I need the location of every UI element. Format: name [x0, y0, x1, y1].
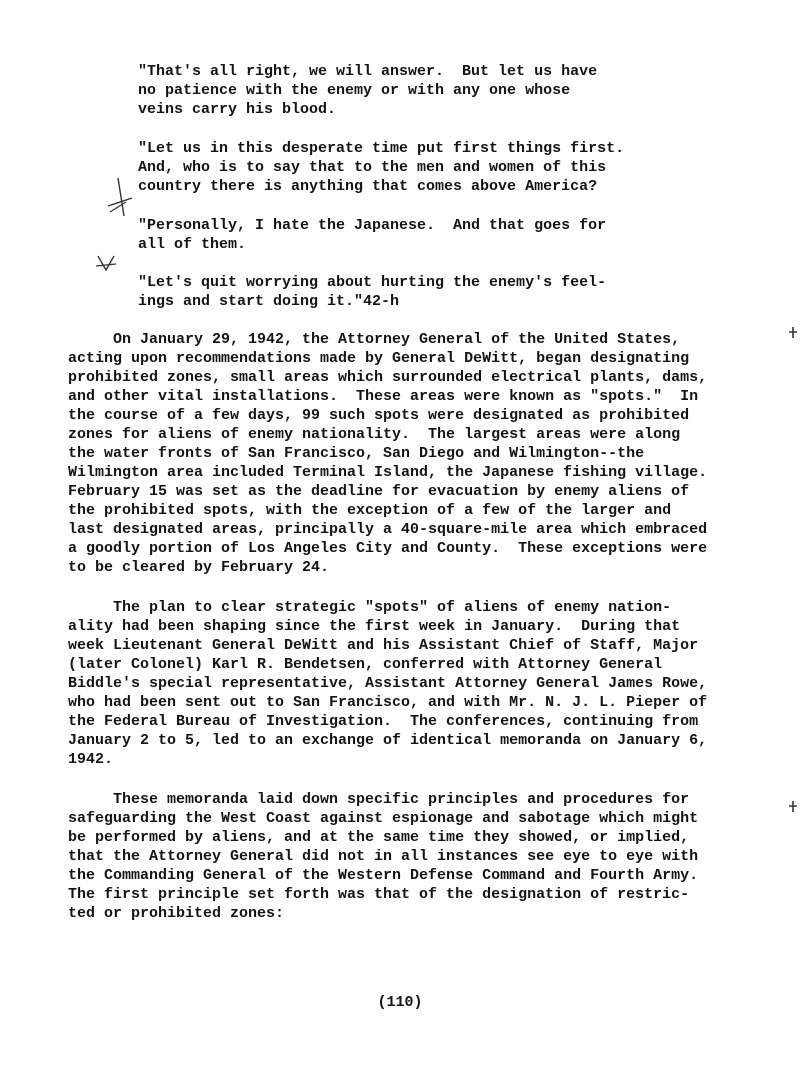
paragraph-line: the water fronts of San Francisco, San Diego and Wilmington--the: [68, 445, 645, 462]
paragraph-line: February 15 was set as the deadline for evacuation by enemy aliens of: [68, 483, 690, 500]
paragraph-line: On January 29, 1942, the Attorney General of the United States,: [68, 331, 681, 348]
paragraph-line: and other vital installations. These areas were known as "spots." In: [68, 388, 699, 405]
quote-line: And, who is to say that to the men and women of this: [138, 159, 607, 176]
paragraph-line: the prohibited spots, with the exception of a few of the larger and: [68, 502, 672, 519]
paragraph-line: ality had been shaping since the first week in January. During that: [68, 618, 681, 635]
paragraph-line: Biddle's special representative, Assistant Attorney General James Rowe,: [68, 675, 708, 692]
margin-arrow-mark-icon: [104, 176, 134, 220]
quote-line: "Personally, I hate the Japanese. And that goes for: [138, 217, 607, 234]
paragraph-line: These memoranda laid down specific principles and procedures for: [68, 791, 690, 808]
paragraph-line: zones for aliens of enemy nationality. The largest areas were along: [68, 426, 681, 443]
paragraph-line: that the Attorney General did not in all instances see eye to eye with: [68, 848, 699, 865]
quote-line: no patience with the enemy or with any one whose: [138, 82, 571, 99]
paragraph-line: the Commanding General of the Western Defense Command and Fourth Army.: [68, 867, 699, 884]
quote-line: ings and start doing it."42-h: [138, 293, 400, 310]
paragraph-line: prohibited zones, small areas which surrounded electrical plants, dams,: [68, 369, 708, 386]
quote-line: veins carry his blood.: [138, 101, 337, 118]
paragraph-line: The plan to clear strategic "spots" of aliens of enemy nation-: [68, 599, 672, 616]
quote-line: country there is anything that comes above America?: [138, 178, 598, 195]
paragraph-line: last designated areas, principally a 40-square-mile area which embraced: [68, 521, 708, 538]
paragraph-line: January 2 to 5, led to an exchange of identical memoranda on January 6,: [68, 732, 708, 749]
paragraph-line: a goodly portion of Los Angeles City and County. These exceptions were: [68, 540, 708, 557]
quote-line: "That's all right, we will answer. But let us have: [138, 63, 598, 80]
paragraph-line: (later Colonel) Karl R. Bendetsen, conferred with Attorney General: [68, 656, 663, 673]
paragraph-line: safeguarding the West Coast against espionage and sabotage which might: [68, 810, 699, 827]
page-number: (110): [377, 994, 423, 1011]
paragraph-line: The first principle set forth was that of the designation of restric-: [68, 886, 690, 903]
paragraph-line: the Federal Bureau of Investigation. The conferences, continuing from: [68, 713, 699, 730]
quote-line: all of them.: [138, 236, 247, 253]
paragraph-line: to be cleared by February 24.: [68, 559, 330, 576]
paragraph-line: ted or prohibited zones:: [68, 905, 285, 922]
paragraph-line: be performed by aliens, and at the same time they showed, or implied,: [68, 829, 690, 846]
paragraph-line: acting upon recommendations made by General DeWitt, began designating: [68, 350, 690, 367]
paragraph-line: who had been sent out to San Francisco, and with Mr. N. J. L. Pieper of: [68, 694, 708, 711]
quote-line: "Let us in this desperate time put first things first.: [138, 140, 625, 157]
margin-star-mark-icon: [94, 252, 118, 276]
margin-tick-mark-icon: [788, 326, 798, 340]
quote-line: "Let's quit worrying about hurting the enemy's feel-: [138, 274, 607, 291]
paragraph-line: week Lieutenant General DeWitt and his Assistant Chief of Staff, Major: [68, 637, 699, 654]
margin-tick-mark-icon: [788, 800, 798, 814]
paragraph-line: the course of a few days, 99 such spots were designated as prohibited: [68, 407, 690, 424]
paragraph-line: Wilmington area included Terminal Island, the Japanese fishing village.: [68, 464, 708, 481]
paragraph-line: 1942.: [68, 751, 114, 768]
